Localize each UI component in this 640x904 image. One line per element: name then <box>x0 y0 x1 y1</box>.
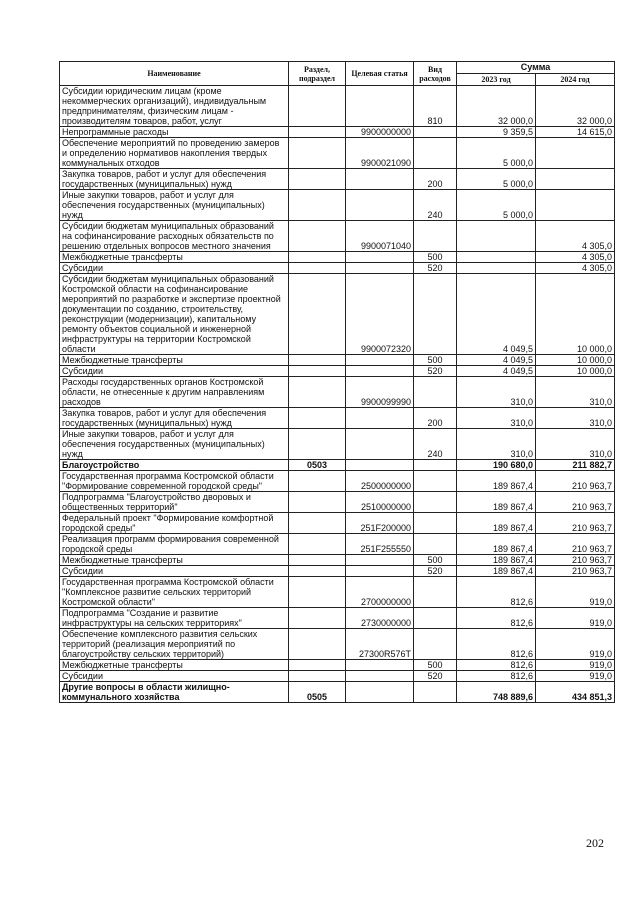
row-target-article <box>346 566 414 577</box>
row-expense-type <box>414 629 457 660</box>
header-summa: Сумма <box>457 62 615 74</box>
row-sum-2024: 211 882,7 <box>536 460 615 471</box>
row-sum-2024: 4 305,0 <box>536 221 615 252</box>
row-sum-2024: 210 963,7 <box>536 534 615 555</box>
row-sum-2023 <box>457 263 536 274</box>
row-razdel <box>289 555 346 566</box>
row-sum-2024 <box>536 169 615 190</box>
row-expense-type <box>414 608 457 629</box>
row-sum-2023: 5 000,0 <box>457 169 536 190</box>
row-expense-type: 240 <box>414 429 457 460</box>
row-razdel <box>289 377 346 408</box>
row-expense-type: 200 <box>414 408 457 429</box>
row-name: Межбюджетные трансферты <box>60 252 289 263</box>
table-row <box>60 566 615 577</box>
row-name: Государственная программа Костромской области "Комплексное развитие сельских территорий Костромской области" <box>60 577 289 608</box>
row-name: Другие вопросы в области жилищно-коммунального хозяйства <box>60 682 289 703</box>
row-razdel <box>289 86 346 127</box>
row-target-article: 9900072320 <box>346 274 414 355</box>
row-sum-2024: 210 963,7 <box>536 566 615 577</box>
row-expense-type <box>414 274 457 355</box>
table-row <box>60 127 615 138</box>
row-sum-2023: 310,0 <box>457 408 536 429</box>
table-row <box>60 366 615 377</box>
row-sum-2023: 812,6 <box>457 660 536 671</box>
row-name: Субсидии юридическим лицам (кроме некоммерческих организаций), индивидуальным предпринимателям, физическим лицам - производителям товаров, работ, услуг <box>60 86 289 127</box>
row-expense-type: 500 <box>414 355 457 366</box>
table-header <box>60 62 615 86</box>
row-sum-2024: 14 615,0 <box>536 127 615 138</box>
table-row <box>60 429 615 460</box>
row-sum-2023: 812,6 <box>457 608 536 629</box>
row-razdel <box>289 355 346 366</box>
row-razdel <box>289 138 346 169</box>
row-razdel <box>289 366 346 377</box>
row-expense-type: 520 <box>414 366 457 377</box>
row-sum-2024: 919,0 <box>536 629 615 660</box>
row-sum-2024: 210 963,7 <box>536 555 615 566</box>
row-sum-2023: 190 680,0 <box>457 460 536 471</box>
row-sum-2024: 310,0 <box>536 377 615 408</box>
row-expense-type: 500 <box>414 252 457 263</box>
row-name: Иные закупки товаров, работ и услуг для обеспечения государственных (муниципальных) нужд <box>60 429 289 460</box>
table-row <box>60 263 615 274</box>
row-name: Иные закупки товаров, работ и услуг для обеспечения государственных (муниципальных) нужд <box>60 190 289 221</box>
row-name: Межбюджетные трансферты <box>60 660 289 671</box>
row-sum-2024: 10 000,0 <box>536 274 615 355</box>
row-target-article: 251F255550 <box>346 534 414 555</box>
row-razdel <box>289 429 346 460</box>
row-razdel <box>289 629 346 660</box>
row-sum-2023: 310,0 <box>457 377 536 408</box>
row-razdel <box>289 566 346 577</box>
row-sum-2024: 210 963,7 <box>536 471 615 492</box>
row-expense-type <box>414 577 457 608</box>
row-sum-2024: 4 305,0 <box>536 252 615 263</box>
table-row <box>60 608 615 629</box>
row-sum-2023: 310,0 <box>457 429 536 460</box>
table-row <box>60 190 615 221</box>
row-razdel <box>289 169 346 190</box>
row-target-article: 2700000000 <box>346 577 414 608</box>
row-name: Государственная программа Костромской области "Формирование современной городской среды" <box>60 471 289 492</box>
row-target-article <box>346 682 414 703</box>
row-name: Благоустройство <box>60 460 289 471</box>
row-target-article: 251F200000 <box>346 513 414 534</box>
row-name: Непрограммные расходы <box>60 127 289 138</box>
row-sum-2023: 189 867,4 <box>457 566 536 577</box>
row-name: Субсидии бюджетам муниципальных образований на софинансирование расходных обязательств по решению отдельных вопросов местного значения <box>60 221 289 252</box>
row-razdel: 0505 <box>289 682 346 703</box>
row-sum-2024: 310,0 <box>536 408 615 429</box>
table-row <box>60 471 615 492</box>
table-row <box>60 274 615 355</box>
row-sum-2023: 189 867,4 <box>457 513 536 534</box>
row-razdel: 0503 <box>289 460 346 471</box>
table-row <box>60 86 615 127</box>
row-sum-2024: 919,0 <box>536 660 615 671</box>
row-sum-2024 <box>536 190 615 221</box>
row-sum-2024: 4 305,0 <box>536 263 615 274</box>
row-razdel <box>289 252 346 263</box>
table-row <box>60 660 615 671</box>
row-name: Подпрограмма "Создание и развитие инфраструктуры на сельских территориях" <box>60 608 289 629</box>
row-name: Реализация программ формирования современной городской среды <box>60 534 289 555</box>
row-razdel <box>289 221 346 252</box>
row-target-article <box>346 86 414 127</box>
row-target-article: 9900099990 <box>346 377 414 408</box>
row-razdel <box>289 190 346 221</box>
row-sum-2024 <box>536 138 615 169</box>
row-target-article: 2730000000 <box>346 608 414 629</box>
row-razdel <box>289 608 346 629</box>
row-expense-type: 500 <box>414 660 457 671</box>
row-expense-type <box>414 682 457 703</box>
row-razdel <box>289 274 346 355</box>
row-target-article <box>346 263 414 274</box>
row-expense-type <box>414 513 457 534</box>
row-sum-2023: 5 000,0 <box>457 138 536 169</box>
row-razdel <box>289 513 346 534</box>
row-razdel <box>289 577 346 608</box>
row-expense-type <box>414 127 457 138</box>
table-row <box>60 355 615 366</box>
row-target-article <box>346 429 414 460</box>
row-razdel <box>289 671 346 682</box>
table-row <box>60 408 615 429</box>
row-expense-type: 810 <box>414 86 457 127</box>
row-target-article: 2500000000 <box>346 471 414 492</box>
row-target-article <box>346 252 414 263</box>
row-sum-2024: 919,0 <box>536 671 615 682</box>
row-expense-type <box>414 138 457 169</box>
row-target-article <box>346 671 414 682</box>
header-razdel: Раздел, подраздел <box>289 62 346 86</box>
row-sum-2024: 32 000,0 <box>536 86 615 127</box>
row-name: Подпрограмма "Благоустройство дворовых и общественных территорий" <box>60 492 289 513</box>
row-expense-type <box>414 471 457 492</box>
row-razdel <box>289 660 346 671</box>
row-name: Обеспечение комплексного развития сельских территорий (реализация мероприятий по благоустройству сельских территорий) <box>60 629 289 660</box>
row-expense-type <box>414 534 457 555</box>
row-name: Субсидии <box>60 566 289 577</box>
row-target-article <box>346 355 414 366</box>
row-razdel <box>289 127 346 138</box>
row-expense-type: 520 <box>414 566 457 577</box>
header-year-2023: 2023 год <box>457 74 536 86</box>
row-sum-2023: 5 000,0 <box>457 190 536 221</box>
row-target-article <box>346 408 414 429</box>
row-target-article <box>346 660 414 671</box>
row-target-article: 2510000000 <box>346 492 414 513</box>
row-sum-2023 <box>457 252 536 263</box>
header-year-2024: 2024 год <box>536 74 615 86</box>
row-expense-type: 520 <box>414 263 457 274</box>
table-row <box>60 492 615 513</box>
row-sum-2023: 189 867,4 <box>457 492 536 513</box>
row-sum-2023: 4 049,5 <box>457 355 536 366</box>
row-name: Межбюджетные трансферты <box>60 355 289 366</box>
row-expense-type: 200 <box>414 169 457 190</box>
table-row <box>60 555 615 566</box>
row-razdel <box>289 471 346 492</box>
row-razdel <box>289 534 346 555</box>
row-razdel <box>289 492 346 513</box>
page-number: 202 <box>586 836 604 850</box>
row-sum-2023 <box>457 221 536 252</box>
table-row <box>60 377 615 408</box>
row-target-article <box>346 169 414 190</box>
table-row <box>60 629 615 660</box>
row-sum-2024: 919,0 <box>536 608 615 629</box>
table-row <box>60 534 615 555</box>
row-sum-2024: 310,0 <box>536 429 615 460</box>
row-name: Федеральный проект "Формирование комфортной городской среды" <box>60 513 289 534</box>
row-sum-2023: 812,6 <box>457 671 536 682</box>
row-sum-2023: 189 867,4 <box>457 555 536 566</box>
row-sum-2023: 9 359,5 <box>457 127 536 138</box>
table-body <box>60 86 615 703</box>
table-row <box>60 169 615 190</box>
table-row <box>60 577 615 608</box>
budget-table <box>59 61 615 703</box>
row-target-article: 27300R576T <box>346 629 414 660</box>
row-sum-2023: 4 049,5 <box>457 274 536 355</box>
table-row <box>60 671 615 682</box>
row-sum-2023: 4 049,5 <box>457 366 536 377</box>
row-target-article <box>346 366 414 377</box>
row-sum-2023: 189 867,4 <box>457 471 536 492</box>
row-sum-2023: 812,6 <box>457 577 536 608</box>
row-target-article: 9900000000 <box>346 127 414 138</box>
row-sum-2024: 10 000,0 <box>536 355 615 366</box>
row-target-article <box>346 190 414 221</box>
row-expense-type: 520 <box>414 671 457 682</box>
row-sum-2024: 10 000,0 <box>536 366 615 377</box>
row-name: Закупка товаров, работ и услуг для обеспечения государственных (муниципальных) нужд <box>60 169 289 190</box>
row-expense-type <box>414 221 457 252</box>
row-sum-2024: 434 851,3 <box>536 682 615 703</box>
row-expense-type: 240 <box>414 190 457 221</box>
header-statya: Целевая статья <box>346 62 414 86</box>
table-row <box>60 252 615 263</box>
row-sum-2023: 189 867,4 <box>457 534 536 555</box>
row-name: Обеспечение мероприятий по проведению замеров и определению нормативов накопления твердых коммунальных отходов <box>60 138 289 169</box>
header-vid: Вид расходов <box>414 62 457 86</box>
row-sum-2023: 32 000,0 <box>457 86 536 127</box>
row-name: Субсидии бюджетам муниципальных образований Костромской области на софинансирование мероприятий по разработке и экспертизе проектной документации по созданию, строительству, реконструкции (модернизации), капитальному ремонту объектов социальной и инженерной инфраструктуры на территории Костромской области <box>60 274 289 355</box>
row-name: Межбюджетные трансферты <box>60 555 289 566</box>
table-row <box>60 138 615 169</box>
row-sum-2023: 812,6 <box>457 629 536 660</box>
row-name: Субсидии <box>60 263 289 274</box>
table-row <box>60 513 615 534</box>
row-target-article <box>346 460 414 471</box>
row-target-article: 9900071040 <box>346 221 414 252</box>
row-name: Расходы государственных органов Костромской области, не отнесенные к другим направлениям расходов <box>60 377 289 408</box>
row-name: Субсидии <box>60 671 289 682</box>
row-expense-type <box>414 377 457 408</box>
row-expense-type <box>414 492 457 513</box>
row-sum-2024: 210 963,7 <box>536 492 615 513</box>
row-expense-type: 500 <box>414 555 457 566</box>
row-razdel <box>289 408 346 429</box>
table-row <box>60 682 615 703</box>
row-name: Субсидии <box>60 366 289 377</box>
table-row <box>60 460 615 471</box>
row-razdel <box>289 263 346 274</box>
header-name: Наименование <box>60 62 289 86</box>
row-target-article <box>346 555 414 566</box>
row-name: Закупка товаров, работ и услуг для обеспечения государственных (муниципальных) нужд <box>60 408 289 429</box>
row-sum-2024: 210 963,7 <box>536 513 615 534</box>
row-sum-2024: 919,0 <box>536 577 615 608</box>
row-sum-2023: 748 889,6 <box>457 682 536 703</box>
row-target-article: 9900021090 <box>346 138 414 169</box>
row-expense-type <box>414 460 457 471</box>
table-row <box>60 221 615 252</box>
